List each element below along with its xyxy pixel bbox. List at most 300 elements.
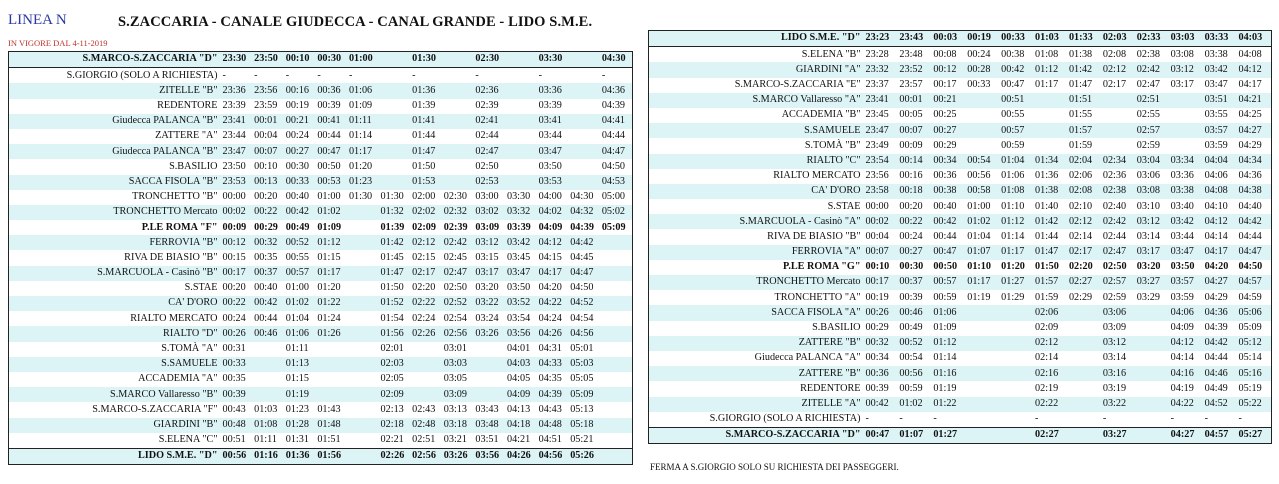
departure-time: 04:47	[601, 144, 633, 159]
stop-name: ZATTERE "B"	[649, 336, 865, 351]
departure-time	[316, 342, 348, 357]
departure-time: 02:56	[411, 448, 443, 464]
departure-time: 02:00	[412, 191, 436, 203]
departure-time	[1136, 412, 1170, 428]
timetable-row	[9, 342, 633, 357]
departure-time: 00:42	[1000, 62, 1034, 77]
departure-time	[380, 83, 412, 98]
departure-time: 01:19	[285, 387, 317, 402]
departure-time	[1102, 123, 1136, 138]
departure-time	[569, 114, 601, 129]
departure-time: 03:24	[475, 312, 499, 324]
departure-time: 01:32	[380, 205, 412, 220]
departure-time: 02:47	[1102, 245, 1136, 260]
departure-time: 02:36	[1102, 170, 1127, 182]
departure-time: 04:15	[538, 251, 562, 263]
departure-time: 01:28	[285, 418, 317, 433]
departure-time: 00:15	[222, 251, 246, 263]
departure-time	[474, 357, 506, 372]
departure-time: 00:29	[865, 322, 889, 334]
departure-time: 04:04	[1204, 154, 1238, 169]
departure-time: 04:31	[538, 343, 562, 355]
departure-time: 00:47	[1001, 79, 1025, 91]
departure-time: 03:40	[1170, 200, 1194, 212]
departure-time: 00:39	[899, 291, 923, 303]
stop-name: Giudecca PALANCA "A"	[754, 352, 861, 364]
departure-time: 04:54	[570, 312, 594, 324]
departure-time: 02:09	[380, 387, 412, 402]
departure-time: -	[1102, 413, 1107, 425]
departure-time: 04:21	[506, 434, 531, 446]
departure-time	[1068, 412, 1102, 428]
departure-time: 00:44	[317, 130, 341, 142]
departure-time	[569, 52, 601, 68]
timetable-row	[9, 418, 633, 433]
departure-time: 04:41	[601, 114, 633, 129]
departure-time: 03:42	[506, 235, 538, 250]
departure-time: 00:47	[316, 144, 348, 159]
departure-time	[1136, 397, 1170, 412]
departure-time	[601, 357, 633, 372]
departure-time: 00:56	[222, 448, 254, 464]
departure-time	[1170, 123, 1204, 138]
departure-time: 01:11	[285, 343, 309, 355]
departure-time: 00:33	[967, 79, 991, 91]
departure-time: 00:32	[253, 235, 285, 250]
departure-time: 04:32	[569, 205, 601, 220]
departure-time	[474, 372, 506, 387]
departure-time: 04:02	[538, 205, 570, 220]
departure-time	[443, 68, 475, 84]
departure-time: 01:07	[898, 427, 932, 443]
departure-time	[1068, 336, 1102, 351]
departure-time: 23:53	[222, 175, 254, 190]
timetable-row	[649, 214, 1272, 229]
departure-time: 00:04	[254, 130, 278, 142]
departure-time: 01:44	[1035, 230, 1059, 242]
departure-time: 02:51	[412, 434, 436, 446]
departure-time	[411, 357, 443, 372]
departure-time: 03:09	[475, 221, 500, 233]
departure-time: 04:47	[569, 266, 601, 281]
departure-time	[253, 372, 285, 387]
departure-time: 03:22	[1102, 397, 1136, 412]
departure-time: 00:00	[222, 191, 246, 203]
departure-time: 01:39	[412, 100, 436, 112]
departure-time: 03:38	[1204, 48, 1228, 60]
departure-time: 01:06	[285, 326, 317, 341]
departure-time: 00:47	[865, 427, 899, 443]
departure-time: 02:51	[1136, 93, 1170, 108]
timetable-row	[9, 175, 633, 190]
departure-time	[506, 159, 538, 174]
departure-time	[601, 235, 633, 250]
departure-time: 01:12	[1034, 62, 1068, 77]
departure-time: 03:21	[443, 434, 467, 446]
departure-time: 02:09	[412, 221, 436, 233]
departure-time: 00:50	[933, 261, 958, 273]
departure-time: 00:22	[253, 205, 285, 220]
departure-time: 00:20	[254, 191, 278, 203]
departure-time	[966, 412, 1000, 428]
departure-time	[1136, 381, 1170, 396]
departure-time: 03:45	[506, 251, 531, 263]
departure-time: -	[222, 69, 226, 81]
departure-time: 03:39	[538, 100, 562, 112]
departure-time: 02:43	[412, 403, 436, 415]
departure-time: 02:36	[474, 83, 506, 98]
departure-time: 00:40	[254, 282, 278, 294]
departure-time: 03:03	[1170, 31, 1204, 47]
departure-time: 04:56	[569, 326, 601, 341]
timetable-row	[649, 427, 1272, 443]
departure-time: 01:14	[348, 130, 373, 142]
departure-time	[569, 83, 601, 98]
departure-time: 02:03	[1102, 31, 1136, 47]
departure-time: 04:39	[538, 387, 570, 402]
departure-time: 01:20	[317, 282, 341, 294]
timetable-row	[649, 199, 1272, 214]
departure-time: 01:04	[967, 230, 991, 242]
timetable-row	[649, 412, 1272, 428]
departure-time: 04:12	[538, 235, 570, 250]
departure-time: -	[254, 69, 258, 81]
departure-time: -	[933, 413, 937, 425]
departure-time	[1170, 93, 1204, 108]
departure-time: 04:10	[1204, 200, 1228, 212]
departure-time: -	[1035, 413, 1039, 425]
timetable-row	[9, 326, 633, 341]
departure-time	[601, 311, 633, 326]
departure-time: 02:10	[1068, 200, 1093, 212]
departure-time: 03:56	[474, 448, 506, 464]
departure-time: 00:13	[253, 175, 285, 190]
departure-time: 03:18	[443, 418, 475, 433]
departure-time: 04:36	[601, 83, 633, 98]
departure-time: 01:08	[1035, 48, 1059, 60]
departure-time: 03:17	[1170, 79, 1194, 91]
departure-time: 00:35	[254, 251, 278, 263]
timetable-row	[649, 138, 1272, 153]
departure-time: 01:00	[348, 52, 380, 68]
departure-time: 03:38	[1170, 184, 1204, 199]
departure-time: 02:03	[380, 357, 412, 372]
departure-time: 01:22	[316, 296, 348, 311]
departure-time: 04:19	[1170, 382, 1194, 394]
timetable-row	[9, 372, 633, 387]
departure-time: 04:18	[506, 418, 538, 433]
stop-name: ZATTERE "A"	[155, 130, 218, 142]
departure-time: 03:48	[474, 418, 506, 433]
timetable-row	[9, 83, 633, 98]
departure-time: 04:56	[538, 448, 570, 464]
departure-time: 02:39	[475, 100, 499, 112]
departure-time: 05:19	[1238, 382, 1262, 394]
departure-time: 01:42	[1068, 62, 1102, 77]
stop-name: Giudecca PALANCA "B"	[9, 144, 222, 159]
stop-name: S.MARCO-S.ZACCARIA "D"	[649, 427, 865, 443]
departure-time: 04:20	[538, 282, 562, 294]
stop-name: FERROVIA "A"	[649, 245, 865, 260]
departure-time	[966, 427, 1000, 443]
departure-time: 00:30	[316, 52, 348, 68]
departure-time: 00:29	[933, 139, 957, 151]
departure-time: 00:41	[316, 114, 348, 129]
departure-time: 00:49	[285, 221, 310, 233]
departure-time: 01:06	[1001, 170, 1025, 182]
departure-time: 23:37	[865, 79, 889, 91]
departure-time: 03:27	[1102, 427, 1136, 443]
departure-time: 03:42	[1204, 62, 1238, 77]
departure-time: 02:02	[411, 205, 443, 220]
departure-time	[348, 281, 380, 296]
departure-time: 04:27	[1237, 123, 1271, 138]
departure-time: 03:47	[538, 144, 570, 159]
timetable-row	[9, 311, 633, 326]
departure-time: 00:09	[899, 139, 923, 151]
departure-time	[1170, 108, 1204, 123]
departure-time: 01:45	[380, 251, 404, 263]
departure-time: 01:48	[316, 418, 348, 433]
departure-time: 00:32	[865, 336, 899, 351]
departure-time: 00:33	[222, 357, 254, 372]
departure-time: 03:56	[506, 326, 538, 341]
departure-time	[443, 99, 475, 114]
departure-time: 00:10	[865, 261, 890, 273]
stop-name: S.STAE	[184, 282, 218, 294]
departure-time: 01:16	[253, 448, 285, 464]
departure-time: 03:08	[1136, 184, 1170, 199]
departure-time: 03:00	[475, 191, 499, 203]
stop-name: Giudecca PALANCA "B"	[9, 114, 222, 129]
departure-time: 23:58	[865, 184, 899, 199]
departure-time	[966, 108, 1000, 123]
departure-time: 00:26	[222, 326, 254, 341]
timetable-row	[649, 47, 1272, 63]
departure-time: 03:51	[1204, 93, 1238, 108]
departure-time	[1000, 366, 1034, 381]
departure-time	[443, 159, 475, 174]
departure-time: 04:44	[1204, 352, 1228, 364]
departure-time: 02:24	[412, 312, 436, 324]
timetable-row	[9, 250, 633, 265]
departure-time	[380, 68, 412, 84]
departure-time: 04:44	[1238, 230, 1262, 242]
departure-time	[966, 305, 1000, 320]
departure-time: 01:56	[380, 326, 412, 341]
stop-name: REDENTORE	[800, 382, 861, 394]
departure-time: 23:36	[222, 83, 254, 98]
departure-time	[1000, 412, 1034, 428]
timetable-header	[8, 10, 632, 50]
departure-time	[569, 159, 601, 174]
departure-time	[348, 387, 380, 402]
departure-time: 01:30	[348, 191, 373, 203]
timetable-row	[649, 62, 1272, 77]
departure-time: 00:07	[865, 245, 899, 260]
departure-time: 03:29	[1136, 291, 1160, 303]
departure-time: -	[865, 413, 869, 425]
timetable-row	[649, 397, 1272, 412]
departure-time: 03:14	[1136, 230, 1160, 242]
departure-time: 04:50	[601, 160, 626, 172]
departure-time: 04:22	[1170, 397, 1204, 412]
departure-time	[348, 402, 380, 417]
departure-time: 04:40	[1238, 200, 1262, 212]
stop-name: ACCADEMIA "A"	[138, 373, 218, 385]
departure-time: 04:39	[570, 221, 594, 233]
departure-time: -	[1204, 413, 1208, 425]
timetable-row	[9, 266, 633, 281]
departure-time: 00:56	[898, 366, 932, 381]
departure-time: 00:19	[865, 291, 889, 303]
departure-time: 00:56	[967, 170, 991, 182]
departure-time: 03:52	[506, 296, 538, 311]
stop-name: S.TOMÀ "B"	[804, 139, 861, 151]
timetable-row	[9, 357, 633, 372]
departure-time: 02:06	[1034, 305, 1068, 320]
departure-time: 04:53	[601, 175, 633, 190]
departure-time: 03:05	[443, 373, 467, 385]
departure-time: 01:30	[411, 52, 443, 68]
departure-time	[601, 372, 633, 387]
departure-time	[601, 266, 633, 281]
timetable-row	[649, 290, 1272, 305]
departure-time: 01:09	[317, 221, 342, 233]
departure-time: 04:49	[1204, 382, 1228, 394]
departure-time: 03:09	[1102, 322, 1127, 334]
departure-time: 01:17	[316, 266, 348, 281]
departure-time: 00:22	[898, 214, 932, 229]
timetable-row	[9, 402, 633, 417]
departure-time: 01:14	[1001, 230, 1025, 242]
departure-time: 05:21	[570, 434, 594, 446]
departure-time	[506, 52, 538, 68]
departure-time: 04:17	[538, 266, 570, 281]
departure-time: 04:08	[1238, 48, 1262, 60]
departure-time	[1136, 351, 1170, 366]
departure-time	[348, 418, 380, 433]
departure-time	[966, 93, 1000, 108]
departure-time: 04:30	[570, 191, 594, 203]
departure-time: 00:01	[253, 114, 285, 129]
departure-time	[1068, 321, 1102, 336]
departure-time: 01:03	[1034, 31, 1068, 47]
departure-time: 01:14	[933, 352, 957, 364]
departure-time: 04:45	[570, 251, 594, 263]
departure-time: 03:47	[1170, 245, 1204, 260]
departure-time: 00:39	[865, 382, 889, 394]
departure-time	[443, 144, 475, 159]
stop-name: ZITELLE "A"	[649, 397, 865, 412]
departure-time: 04:06	[1204, 170, 1228, 182]
departure-time: 01:10	[1001, 200, 1025, 212]
departure-time: 03:42	[1170, 214, 1204, 229]
departure-time: 03:12	[1136, 214, 1170, 229]
departure-time: 00:34	[932, 154, 966, 169]
departure-time: 01:56	[316, 448, 348, 464]
departure-time: 02:56	[443, 326, 475, 341]
departure-time: 23:50	[222, 160, 246, 172]
departure-time: 05:09	[601, 221, 626, 233]
departure-time	[411, 342, 443, 357]
departure-time: 04:36	[1204, 305, 1238, 320]
departure-time: 00:17	[222, 266, 254, 281]
stop-name: P.LE ROMA "F"	[141, 221, 218, 233]
departure-time: 03:51	[475, 434, 499, 446]
departure-time	[966, 123, 1000, 138]
departure-time: 02:27	[1068, 275, 1102, 290]
departure-time: 01:17	[1000, 245, 1034, 260]
departure-time	[1000, 351, 1034, 366]
departure-time: 01:00	[967, 200, 991, 212]
departure-time	[506, 175, 538, 190]
departure-time: 02:17	[1068, 245, 1102, 260]
departure-time: 04:25	[1238, 109, 1262, 121]
departure-time: 03:53	[538, 175, 570, 190]
departure-time: 01:40	[1035, 200, 1059, 212]
departure-time: 00:28	[966, 62, 1000, 77]
departure-time: 03:57	[1170, 275, 1204, 290]
departure-time: 02:47	[474, 144, 506, 159]
departure-time: 04:06	[1170, 305, 1204, 320]
departure-time: 02:12	[1068, 214, 1102, 229]
departure-time: 05:18	[569, 418, 601, 433]
timetable-row	[649, 260, 1272, 275]
departure-time: 02:20	[1068, 261, 1093, 273]
departure-time	[1000, 305, 1034, 320]
departure-time: 03:36	[1170, 170, 1194, 182]
departure-time: 00:19	[285, 100, 309, 112]
departure-time	[1136, 366, 1170, 381]
timetable-row	[9, 220, 633, 235]
departure-time: 02:59	[1102, 291, 1127, 303]
departure-time: 04:01	[506, 343, 531, 355]
departure-time	[1068, 351, 1102, 366]
timetable-row	[9, 129, 633, 144]
departure-time: 04:20	[1204, 261, 1229, 273]
departure-time: -	[348, 69, 353, 81]
departure-time: 00:07	[898, 123, 932, 138]
departure-time: 01:10	[967, 261, 991, 273]
stop-name: S.MARCUOLA - Casinò "B"	[9, 266, 222, 281]
departure-time: 01:09	[933, 322, 957, 334]
departure-time	[1170, 138, 1204, 153]
departure-time: 01:50	[412, 160, 436, 172]
departure-time: 03:32	[506, 205, 538, 220]
departure-time	[1102, 108, 1136, 123]
departure-time: 02:47	[1136, 79, 1160, 91]
departure-time	[380, 114, 412, 129]
departure-time: 00:59	[1001, 139, 1025, 151]
departure-time	[569, 144, 601, 159]
departure-time: 04:03	[506, 357, 538, 372]
departure-time: 03:09	[443, 387, 475, 402]
departure-time: 00:17	[865, 275, 899, 290]
departure-time: 02:05	[380, 373, 404, 385]
departure-time	[380, 99, 412, 114]
departure-time: 04:21	[1237, 93, 1271, 108]
departure-time: 23:48	[899, 48, 923, 60]
departure-time	[474, 387, 506, 402]
departure-time: 00:33	[285, 175, 317, 190]
timetable-row	[649, 108, 1272, 123]
departure-time: 04:47	[1237, 245, 1271, 260]
departure-time	[1102, 138, 1136, 153]
departure-time: 01:20	[1001, 261, 1025, 273]
departure-time: 00:54	[899, 352, 923, 364]
departure-time: 01:06	[932, 305, 966, 320]
